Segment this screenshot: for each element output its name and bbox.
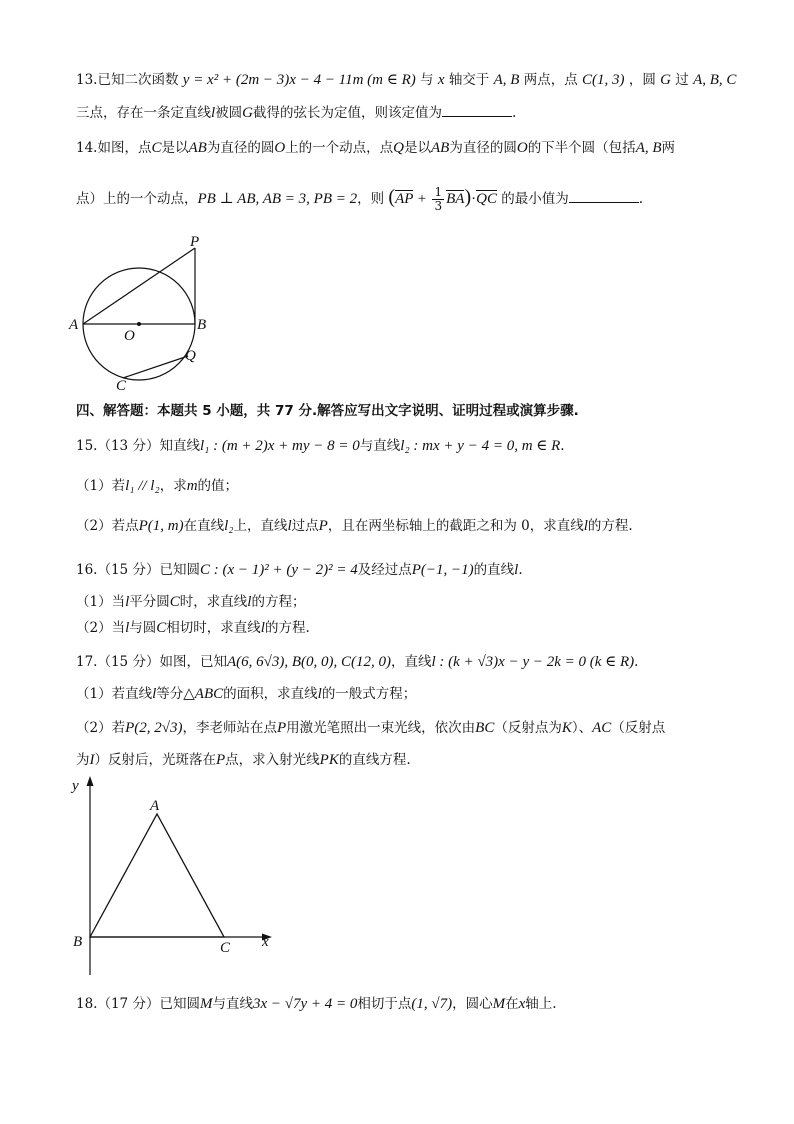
q15-text: ，且在两坐标轴上的截距之和为 0，求直线 bbox=[327, 518, 584, 534]
q14-text: 上的一个动点，点 bbox=[285, 140, 394, 156]
q13-axis: x bbox=[437, 72, 445, 88]
q14-segment-ap bbox=[83, 248, 195, 324]
q18-text: ，圆心 bbox=[452, 996, 493, 1012]
q14-var: O bbox=[516, 140, 528, 156]
q14-label-o: O bbox=[124, 328, 135, 344]
q15-text: ，求 bbox=[159, 478, 187, 494]
q17-label-x: x bbox=[262, 934, 269, 950]
q18-text: 相切于点 bbox=[357, 996, 412, 1012]
q14-dot: · bbox=[471, 191, 477, 207]
q16-text: （1）当 bbox=[76, 594, 126, 610]
q14-text: ，则 bbox=[357, 191, 385, 207]
q16-line1 bbox=[76, 560, 754, 580]
q13-text: 过 bbox=[675, 72, 689, 88]
q15-point: P(1, m) bbox=[138, 518, 184, 534]
q14-segment-cq bbox=[123, 356, 188, 378]
q16-var: l bbox=[260, 620, 265, 636]
q14-vector-qc: QC bbox=[476, 191, 497, 207]
q16-var: C bbox=[169, 594, 180, 610]
q16-text: （2）当 bbox=[76, 620, 126, 636]
q17-text: 点，求入射光线 bbox=[225, 752, 320, 768]
q17-label-b: B bbox=[73, 934, 83, 950]
q17-text: 的直线方程. bbox=[338, 752, 411, 768]
q16-var: l bbox=[247, 594, 252, 610]
q14-var: Q bbox=[393, 140, 405, 156]
q17-part2 bbox=[76, 718, 754, 738]
q17-var: l bbox=[152, 686, 157, 702]
q17-var: I bbox=[89, 752, 95, 768]
q13-text: 三点，存在一条定直线 bbox=[76, 105, 211, 121]
q18-text: 轴上. bbox=[525, 996, 557, 1012]
q14-vector-ap: AP bbox=[395, 191, 414, 207]
q17-text: 为 bbox=[76, 752, 90, 768]
q16-part1 bbox=[76, 592, 754, 612]
q14-plus: + bbox=[417, 191, 427, 207]
q14-text: 是以 bbox=[404, 140, 432, 156]
section4-heading: 四、解答题：本题共 5 小题，共 77 分.解答应写出文字说明、证明过程或演算步骤. bbox=[76, 403, 579, 419]
q13-text: 两点，点 bbox=[523, 72, 578, 88]
q15-line1 bbox=[76, 436, 754, 456]
q14-label-p: P bbox=[190, 234, 200, 250]
q13-points: A, B bbox=[493, 72, 520, 88]
q17-triangle-abc bbox=[90, 814, 224, 937]
q17-text: 17.（15 分）如图，已知 bbox=[76, 654, 227, 670]
q17-text: ，李老师站在点 bbox=[182, 720, 277, 736]
q15-text: 与直线 bbox=[359, 438, 401, 454]
q17-var: AC bbox=[592, 720, 612, 736]
q17-text: 等分 bbox=[156, 686, 184, 702]
q14-label-c: C bbox=[116, 378, 127, 394]
q17-line-eq: l : (k + √3)x − y − 2k = 0 (k ∈ R) bbox=[431, 654, 635, 670]
q16-text: 的方程； bbox=[251, 594, 306, 610]
q15-part2 bbox=[76, 516, 754, 536]
q15-text: （1）若 bbox=[76, 478, 126, 494]
q15-text: 15.（13 分）知直线 bbox=[76, 438, 200, 454]
q14-var: AB bbox=[188, 140, 207, 156]
q18-text: 与直线 bbox=[212, 996, 253, 1012]
q14-var: AB bbox=[431, 140, 450, 156]
q17-points: A(6, 6√3), B(0, 0), C(12, 0) bbox=[226, 654, 391, 670]
q15-line-l2: l₂ : mx + y − 4 = 0, m ∈ R bbox=[400, 438, 561, 454]
q14-vector-ba: BA bbox=[446, 191, 465, 207]
q14-var: C bbox=[151, 140, 162, 156]
q14-frac-num: 1 bbox=[434, 185, 443, 199]
q14-text: 点）上的一个动点， bbox=[76, 191, 198, 207]
q16-text: 的直线 bbox=[473, 562, 515, 578]
q16-var: C bbox=[156, 620, 167, 636]
q14-text: 的下半个圆（包括 bbox=[527, 140, 636, 156]
q17-var: l bbox=[317, 686, 322, 702]
q15-var: l bbox=[583, 518, 588, 534]
q17-text: 的一般式方程； bbox=[321, 686, 417, 702]
q17-label-c: C bbox=[220, 940, 231, 956]
q18-line1 bbox=[76, 994, 754, 1014]
q17-label-y: y bbox=[72, 778, 79, 794]
q17-text: ）反射后，光斑落在 bbox=[94, 752, 216, 768]
q17-label-a: A bbox=[150, 798, 160, 814]
q16-text: 相切时，求直线 bbox=[166, 620, 261, 636]
q16-text: 与圆 bbox=[129, 620, 157, 636]
q17-text: 的面积，求直线 bbox=[223, 686, 318, 702]
q14-line2 bbox=[76, 186, 754, 213]
q14-frac-den: 3 bbox=[434, 199, 443, 213]
q14-figure bbox=[66, 232, 226, 394]
q15-text: 过点 bbox=[291, 518, 319, 534]
q16-text: 平分圆 bbox=[129, 594, 170, 610]
q17-triangle: △ABC bbox=[183, 686, 224, 702]
q17-var: BC bbox=[475, 720, 495, 736]
q13-text: 截得的弦长为定值，则该定值为 bbox=[253, 105, 443, 121]
q13-text: 与 bbox=[420, 72, 434, 88]
q14-text: 14.如图，点 bbox=[76, 140, 152, 156]
q15-text: . bbox=[560, 438, 565, 454]
q13-circle: G bbox=[242, 105, 254, 121]
q15-var: P bbox=[318, 518, 328, 534]
q13-text: 轴交于 bbox=[448, 72, 490, 88]
q13-function: y = x² + (2m − 3)x − 4 − 11m (m ∈ R) bbox=[182, 72, 416, 88]
q17-text: （1）若直线 bbox=[76, 686, 153, 702]
q17-part2-cont bbox=[76, 750, 754, 770]
q14-condition: PB ⊥ AB, AB = 3, PB = 2 bbox=[197, 191, 358, 207]
q17-var: K bbox=[561, 720, 572, 736]
q17-text: ，直线 bbox=[391, 654, 432, 670]
q16-text: 16.（15 分）已知圆 bbox=[76, 562, 200, 578]
q18-text: 在 bbox=[505, 996, 519, 1012]
q17-text: （2）若 bbox=[76, 720, 126, 736]
q14-text: 是以 bbox=[161, 140, 189, 156]
q17-var: P bbox=[276, 720, 287, 736]
q15-part1 bbox=[76, 476, 754, 496]
q16-var: l bbox=[514, 562, 519, 578]
q18-var: M bbox=[492, 996, 506, 1012]
q17-y-arrow-icon bbox=[87, 776, 94, 786]
q18-var: M bbox=[199, 996, 213, 1012]
q13-line-var: l bbox=[211, 105, 216, 121]
q17-text: （反射点为 bbox=[494, 720, 562, 736]
q14-text: 的最小值为 bbox=[501, 191, 569, 207]
q14-text: 为直径的圆 bbox=[449, 140, 517, 156]
q15-var: l bbox=[287, 518, 292, 534]
q15-condition: l₁ // l₂ bbox=[125, 478, 160, 494]
q15-text: 上，直线 bbox=[233, 518, 288, 534]
q14-text: 为直径的圆 bbox=[206, 140, 275, 156]
q15-text: 的值； bbox=[197, 478, 239, 494]
q18-line-eq: 3x − √7y + 4 = 0 bbox=[252, 996, 358, 1012]
q14-var: O bbox=[274, 140, 286, 156]
q16-var: l bbox=[125, 620, 130, 636]
q16-circle: C : (x − 1)² + (y − 2)² = 4 bbox=[199, 562, 358, 578]
q16-text: 的方程. bbox=[264, 620, 310, 636]
q17-text: 用激光笔照出一束光线，依次由 bbox=[286, 720, 476, 736]
q14-label-b: B bbox=[197, 317, 207, 333]
q17-text: （反射点 bbox=[611, 720, 666, 736]
q13-line1 bbox=[76, 70, 754, 90]
q16-point: P(−1, −1) bbox=[411, 562, 474, 578]
q18-point: (1, √7) bbox=[411, 996, 453, 1012]
q16-part2 bbox=[76, 618, 754, 638]
q13-text: 13.已知二次函数 bbox=[76, 72, 179, 88]
q16-var: l bbox=[125, 594, 130, 610]
q16-text: 时，求直线 bbox=[179, 594, 248, 610]
q15-var: m bbox=[186, 478, 198, 494]
q15-text: 在直线 bbox=[183, 518, 225, 534]
q17-var: PK bbox=[319, 752, 339, 768]
q13-text: . bbox=[512, 105, 517, 121]
q14-paren-right: ) bbox=[464, 186, 472, 208]
q15-text: （2）若点 bbox=[76, 518, 139, 534]
q14-text: . bbox=[638, 191, 644, 207]
q17-part1 bbox=[76, 684, 754, 704]
q16-text: 及经过点 bbox=[357, 562, 412, 578]
q14-center-dot bbox=[137, 322, 141, 326]
q14-answer-blank[interactable] bbox=[569, 188, 639, 203]
q17-var: P bbox=[216, 752, 226, 768]
q14-var: A, B bbox=[635, 140, 662, 156]
q15-var: l₂ bbox=[224, 518, 234, 534]
q17-figure bbox=[66, 770, 286, 980]
q14-label-q: Q bbox=[185, 348, 196, 364]
q15-text: 的方程. bbox=[587, 518, 633, 534]
q14-fraction bbox=[432, 186, 444, 213]
q13-point-c: C(1, 3) bbox=[582, 72, 625, 88]
q18-var: x bbox=[518, 996, 526, 1012]
q17-text: ）、 bbox=[571, 720, 593, 736]
q16-text: . bbox=[518, 562, 523, 578]
q14-text: 两 bbox=[661, 140, 676, 156]
q14-paren-left: ( bbox=[388, 186, 396, 208]
q17-point-p: P(2, 2√3) bbox=[125, 720, 183, 736]
q17-text: . bbox=[634, 654, 639, 670]
q13-text: 被圆 bbox=[215, 105, 243, 121]
q15-line-l1: l₁ : (m + 2)x + my − 8 = 0 bbox=[199, 438, 360, 454]
q14-line1 bbox=[76, 138, 754, 158]
q13-answer-blank[interactable] bbox=[442, 102, 512, 117]
q13-line2 bbox=[76, 102, 754, 123]
q13-text: ，圆 bbox=[628, 72, 656, 88]
q14-label-a: A bbox=[69, 317, 79, 333]
q18-text: 18.（17 分）已知圆 bbox=[76, 996, 200, 1012]
q13-points: A, B, C bbox=[693, 72, 737, 88]
q13-circle: G bbox=[660, 72, 671, 88]
q17-line1 bbox=[76, 652, 754, 672]
